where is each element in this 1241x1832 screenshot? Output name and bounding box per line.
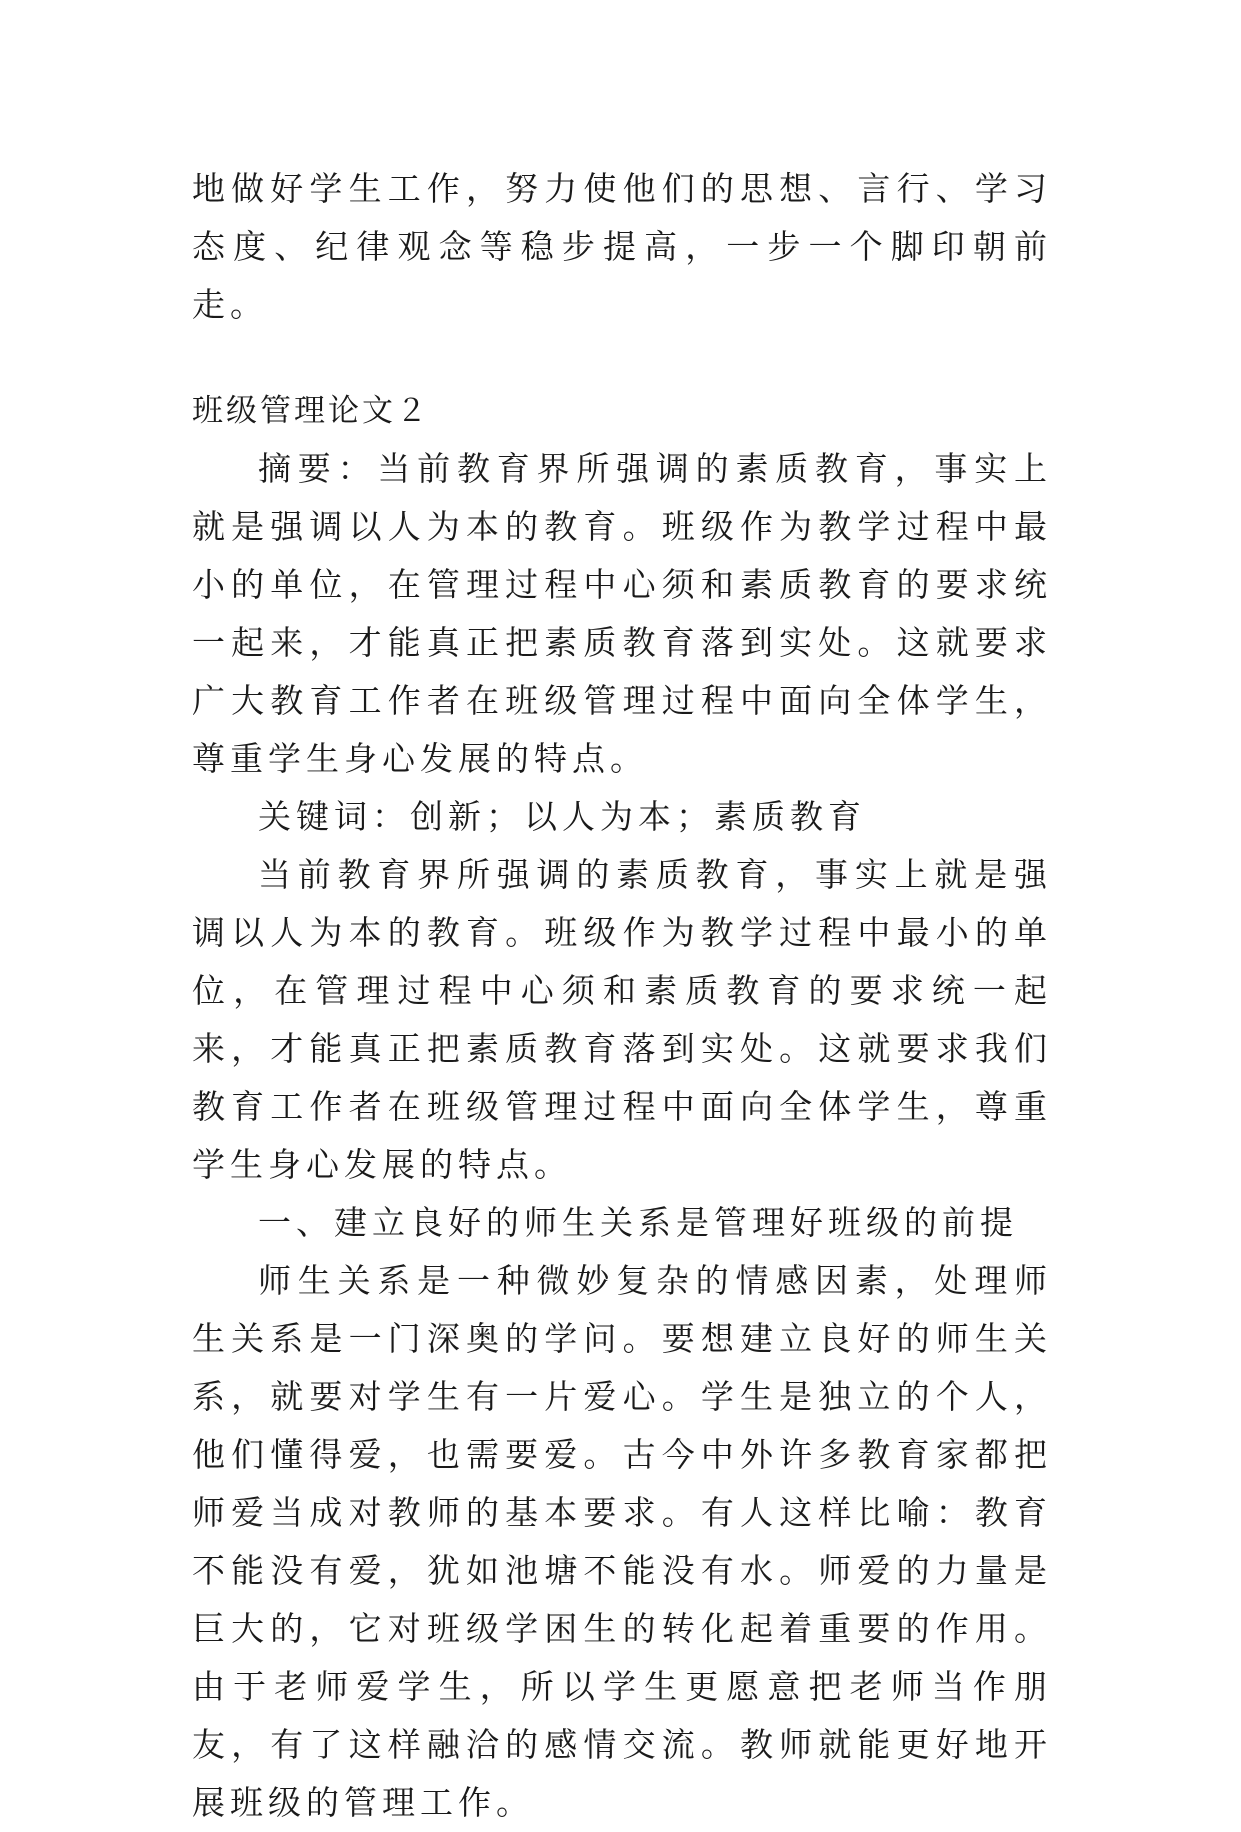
document-body — [192, 160, 1052, 1832]
intro-paragraph: 当前教育界所强调的素质教育，事实上就是强调以人为本的教育。班级作为教学过程中最小的单位，在管理过程中心须和素质教育的要求统一起来，才能真正把素质教育落到实处。这就要求我们教育工作者在班级管理过程中面向全体学生，尊重学生身心发展的特点。 — [192, 855, 1052, 1184]
section-title: 班级管理论文２ — [192, 393, 430, 429]
section-heading-1: 一、建立良好的师生关系是管理好班级的前提 — [258, 1203, 1018, 1242]
continuation-paragraph: 地做好学生工作，努力使他们的思想、言行、学习态度、纪律观念等稳步提高，一步一个脚印朝前走。 — [192, 169, 1052, 324]
abstract-paragraph: 摘要：当前教育界所强调的素质教育，事实上就是强调以人为本的教育。班级作为教学过程中最小的单位，在管理过程中心须和素质教育的要求统一起来，才能真正把素质教育落到实处。这就要求广大教育工作者在班级管理过程中面向全体学生，尊重学生身心发展的特点。 — [192, 449, 1052, 778]
body-paragraph-1: 师生关系是一种微妙复杂的情感因素，处理师生关系是一门深奥的学问。要想建立良好的师生关系，就要对学生有一片爱心。学生是独立的个人，他们懂得爱，也需要爱。古今中外许多教育家都把师爱当成对教师的基本要求。有人这样比喻：教育不能没有爱，犹如池塘不能没有水。师爱的力量是巨大的，它对班级学困生的转化起着重要的作用。由于老师爱学生，所以学生更愿意把老师当作朋友，有了这样融洽的感情交流。教师就能更好地开展班级的管理工作。 — [192, 1261, 1052, 1822]
keywords-paragraph: 关键词：创新；以人为本；素质教育 — [258, 797, 866, 836]
